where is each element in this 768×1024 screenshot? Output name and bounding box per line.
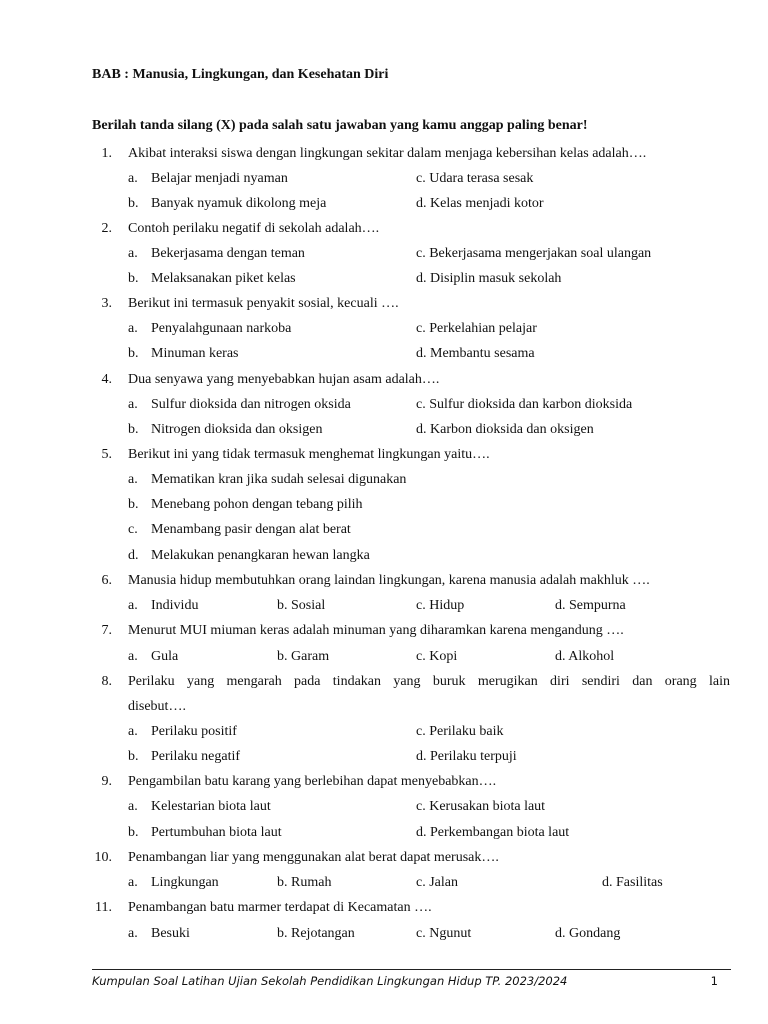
question-number: 9. [101, 774, 112, 789]
option-c: c. Udara terasa sesak [416, 171, 534, 186]
option-row [0, 820, 768, 845]
option-letter: a. [128, 472, 138, 487]
chapter-title: BAB : Manusia, Lingkungan, dan Kesehatan Diri [92, 67, 389, 82]
option-b: Melaksanakan piket kelas [151, 271, 296, 286]
option-a: Besuki [151, 926, 190, 941]
question-number: 4. [101, 372, 112, 387]
question-11 [0, 895, 768, 920]
option-row [0, 266, 768, 291]
option-b: b. Rumah [277, 875, 332, 890]
option-d: d. Disiplin masuk sekolah [416, 271, 562, 286]
option-b: Minuman keras [151, 346, 239, 361]
option-a: Gula [151, 649, 179, 664]
option-a: Perilaku positif [151, 724, 237, 739]
option-b: b. Sosial [277, 598, 326, 613]
question-text: Penambangan batu marmer terdapat di Kecamatan …. [128, 900, 432, 915]
option-letter: a. [128, 171, 138, 186]
option-a: Individu [151, 598, 199, 613]
question-text: Berikut ini yang tidak termasuk menghemat lingkungan yaitu…. [128, 447, 490, 462]
question-6 [0, 568, 768, 593]
option-letter: a. [128, 799, 138, 814]
question-number: 3. [101, 296, 112, 311]
option-row [0, 316, 768, 341]
option-row [0, 492, 768, 517]
option-b: Banyak nyamuk dikolong meja [151, 196, 327, 211]
option-d: Melakukan penangkaran hewan langka [151, 548, 370, 563]
option-letter: d. [128, 548, 139, 563]
option-b: Menebang pohon dengan tebang pilih [151, 497, 363, 512]
question-8-continued [0, 694, 768, 719]
option-c: c. Sulfur dioksida dan karbon dioksida [416, 397, 633, 412]
option-letter: a. [128, 875, 138, 890]
option-letter: b. [128, 422, 139, 437]
option-b: Perilaku negatif [151, 749, 241, 764]
question-text: Pengambilan batu karang yang berlebihan dapat menyebabkan…. [128, 774, 497, 789]
question-number: 6. [101, 573, 112, 588]
option-b: b. Garam [277, 649, 330, 664]
option-b: b. Rejotangan [277, 926, 355, 941]
option-d: d. Perilaku terpuji [416, 749, 517, 764]
option-row [0, 794, 768, 819]
instruction-text: Berilah tanda silang (X) pada salah satu jawaban yang kamu anggap paling benar! [92, 118, 588, 133]
question-text: Dua senyawa yang menyebabkan hujan asam adalah…. [128, 372, 440, 387]
option-row [0, 593, 768, 618]
question-text: Menurut MUI miuman keras adalah minuman yang diharamkan karena mengandung …. [128, 623, 624, 638]
option-row [0, 241, 768, 266]
option-c: c. Kopi [416, 649, 458, 664]
option-row [0, 543, 768, 568]
option-letter: b. [128, 497, 139, 512]
option-row [0, 341, 768, 366]
question-7 [0, 618, 768, 643]
option-a: Bekerjasama dengan teman [151, 246, 305, 261]
option-row [0, 392, 768, 417]
option-letter: a. [128, 397, 138, 412]
option-letter: b. [128, 749, 139, 764]
option-d: d. Sempurna [555, 598, 626, 613]
option-d: d. Gondang [555, 926, 621, 941]
question-number: 1. [101, 146, 112, 161]
option-letter: b. [128, 196, 139, 211]
option-row [0, 517, 768, 542]
question-9 [0, 769, 768, 794]
question-5 [0, 442, 768, 467]
option-letter: a. [128, 649, 138, 664]
option-c: c. Hidup [416, 598, 465, 613]
question-number: 10. [94, 850, 112, 865]
question-4 [0, 367, 768, 392]
option-letter: a. [128, 321, 138, 336]
question-text: Penambangan liar yang menggunakan alat berat dapat merusak…. [128, 850, 499, 865]
option-c: c. Jalan [416, 875, 458, 890]
option-a: Penyalahgunaan narkoba [151, 321, 292, 336]
option-a: Mematikan kran jika sudah selesai digunakan [151, 472, 407, 487]
option-c: c. Kerusakan biota laut [416, 799, 546, 814]
option-row [0, 870, 768, 895]
question-number: 11. [95, 900, 112, 915]
option-d: d. Perkembangan biota laut [416, 825, 570, 840]
question-3 [0, 291, 768, 316]
question-1 [0, 141, 768, 166]
option-b: Pertumbuhan biota laut [151, 825, 282, 840]
question-text: Akibat interaksi siswa dengan lingkungan sekitar dalam menjaga kebersihan kelas adalah…. [128, 146, 647, 161]
option-d: d. Alkohol [555, 649, 615, 664]
option-c: c. Bekerjasama mengerjakan soal ulangan [416, 246, 652, 261]
option-letter: b. [128, 825, 139, 840]
option-row [0, 191, 768, 216]
option-c: c. Perkelahian pelajar [416, 321, 537, 336]
option-letter: b. [128, 271, 139, 286]
question-number: 7. [101, 623, 112, 638]
question-text: Berikut ini termasuk penyakit sosial, kecuali …. [128, 296, 399, 311]
footer-divider [92, 969, 731, 970]
page-number: 1 [710, 974, 718, 988]
option-row [0, 744, 768, 769]
question-text: Contoh perilaku negatif di sekolah adalah…. [128, 221, 380, 236]
option-letter: a. [128, 598, 138, 613]
option-d: d. Kelas menjadi kotor [416, 196, 544, 211]
question-text: Manusia hidup membutuhkan orang laindan lingkungan, karena manusia adalah makhluk …. [128, 573, 650, 588]
option-row [0, 467, 768, 492]
option-row [0, 417, 768, 442]
option-row [0, 921, 768, 946]
question-2 [0, 216, 768, 241]
question-number: 2. [101, 221, 112, 236]
option-letter: a. [128, 926, 138, 941]
option-c: c. Perilaku baik [416, 724, 504, 739]
option-row [0, 166, 768, 191]
question-10 [0, 845, 768, 870]
question-number: 5. [101, 447, 112, 462]
option-c: Menambang pasir dengan alat berat [151, 522, 351, 537]
option-letter: a. [128, 724, 138, 739]
option-a: Sulfur dioksida dan nitrogen oksida [151, 397, 351, 412]
option-b: Nitrogen dioksida dan oksigen [151, 422, 323, 437]
question-number: 8. [101, 674, 112, 689]
option-a: Kelestarian biota laut [151, 799, 271, 814]
option-d: d. Karbon dioksida dan oksigen [416, 422, 594, 437]
question-8 [0, 669, 768, 694]
footer-text: Kumpulan Soal Latihan Ujian Sekolah Pendidikan Lingkungan Hidup TP. 2023/2024 [92, 974, 568, 988]
option-a: Belajar menjadi nyaman [151, 171, 288, 186]
option-row [0, 644, 768, 669]
option-d: d. Membantu sesama [416, 346, 535, 361]
question-text: disebut…. [128, 699, 186, 714]
question-text: Perilaku yang mengarah pada tindakan yang buruk merugikan diri sendiri dan orang lain [128, 674, 730, 689]
option-row [0, 719, 768, 744]
option-a: Lingkungan [151, 875, 219, 890]
option-c: c. Ngunut [416, 926, 472, 941]
option-letter: b. [128, 346, 139, 361]
option-letter: c. [128, 522, 138, 537]
option-letter: a. [128, 246, 138, 261]
option-d: d. Fasilitas [602, 875, 663, 890]
